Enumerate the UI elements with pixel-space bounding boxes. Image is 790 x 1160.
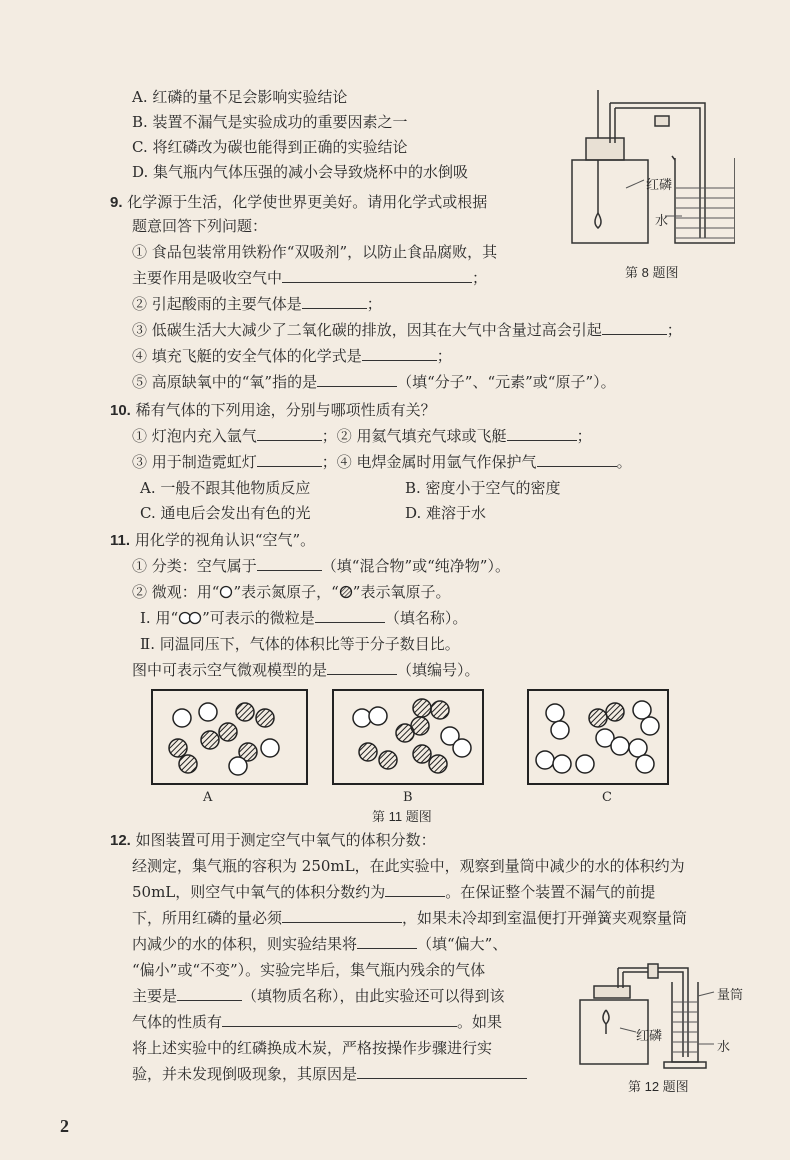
- nitrogen-atom-icon: [219, 585, 233, 599]
- q11-sub3-text: 图中可表示空气微观模型的是: [132, 661, 328, 679]
- q9-item5: [132, 372, 616, 392]
- figure-11-caption: 第 11 题图: [372, 809, 432, 824]
- q12-blank-1[interactable]: [385, 882, 445, 897]
- model-b-label: B: [403, 790, 413, 805]
- q11-part2-text: ② 微观：用“: [132, 583, 220, 601]
- q11-blank-3[interactable]: [327, 660, 397, 675]
- q12-line4-end: ，如果未冷却到室温便打开弹簧夹观察量筒: [402, 909, 688, 927]
- q9-blank-5[interactable]: [317, 372, 397, 387]
- q11-sub1-end: （填名称）。: [384, 609, 468, 627]
- q10-option-c: C. 通电后会发出有色的光: [140, 504, 311, 522]
- q11-number: 11.: [110, 532, 131, 549]
- q10-blank-3[interactable]: [257, 452, 322, 467]
- q12-line5-end: （填“偏大”、: [417, 935, 508, 953]
- q11-stem-text: 用化学的视角认识“空气”。: [134, 531, 316, 549]
- q12-line1-text: 如图装置可用于测定空气中氧气的体积分数：: [135, 831, 436, 849]
- q12-line2: 经测定，集气瓶的容积为 250mL，在此实验中，观察到量筒中减少的水的体积约为: [132, 857, 685, 875]
- q9-item4: [132, 346, 452, 366]
- q10-use-3: ③ 用于制造霓虹灯: [132, 453, 257, 471]
- q10-use-2: ；② 用氦气填充气球或飞艇: [321, 427, 507, 445]
- q10-option-a: A. 一般不跟其他物质反应: [140, 479, 311, 497]
- q10-use-1: ① 灯泡内充入氩气: [132, 427, 257, 445]
- q9-blank-1[interactable]: [282, 268, 472, 283]
- q10-blank-2[interactable]: [507, 426, 577, 441]
- q12-line6: “偏小”或“不变”）。实验完毕后，集气瓶内残余的气体: [132, 961, 486, 979]
- q12-line9: 将上述实验中的红磷换成木炭，严格按操作步骤进行实: [132, 1039, 493, 1057]
- q10-stem: [110, 400, 436, 421]
- q9-item2: [132, 294, 382, 314]
- q12-blank-2[interactable]: [282, 908, 402, 923]
- q9-item1-b-end: ；: [472, 269, 488, 287]
- q10-use-4-end: 。: [616, 453, 632, 471]
- q9-item2-end: ；: [366, 295, 382, 313]
- q12-number: 12.: [110, 832, 131, 849]
- figure-12-caption: 第 12 题图: [628, 1079, 689, 1094]
- figure-12-label-water: 水: [717, 1040, 731, 1055]
- model-a-box: [152, 690, 307, 784]
- q12-line8: [132, 1012, 502, 1032]
- figure-12-label-phosphorus: 红磷: [636, 1029, 663, 1044]
- q9-blank-3[interactable]: [602, 320, 667, 335]
- q9-number: 9.: [110, 194, 123, 211]
- q9-blank-2[interactable]: [302, 294, 367, 309]
- q9-item1-a: ① 食品包装常用铁粉作“双吸剂”，以防止食品腐败，其: [132, 243, 498, 261]
- q10-stem-text: 稀有气体的下列用途，分别与哪项性质有关？: [135, 401, 436, 419]
- oxygen-atom-icon: [339, 585, 353, 599]
- q9-item5-end: （填“分子”、“元素”或“原子”）。: [397, 373, 616, 391]
- model-b-box: [333, 690, 483, 784]
- q12-line4: [132, 908, 687, 928]
- q9-item3-text: ③ 低碳生活大大减少了二氧化碳的排放，因其在大气中含量过高会引起: [132, 321, 602, 339]
- q12-blank-5[interactable]: [222, 1012, 457, 1027]
- q12-line7: [132, 986, 505, 1006]
- q12-line3: [132, 882, 655, 902]
- q10-use-2-end: ；: [576, 427, 592, 445]
- q9-item2-text: ② 引起酸雨的主要气体是: [132, 295, 302, 313]
- q11-part2-end: ”表示氧原子。: [352, 583, 451, 601]
- q8-option-b: B. 装置不漏气是实验成功的重要因素之一: [132, 113, 408, 131]
- figure-8-caption: 第 8 题图: [625, 265, 679, 280]
- q11-sub3: [132, 660, 480, 680]
- q10-blank-1[interactable]: [257, 426, 322, 441]
- q9-stem-text: 化学源于生活，化学使世界更美好。请用化学式或根据: [127, 193, 488, 211]
- q9-item4-text: ④ 填充飞艇的安全气体的化学式是: [132, 347, 362, 365]
- q12-line8-text: 气体的性质有: [132, 1013, 223, 1031]
- q11-part2: [132, 582, 450, 602]
- q9-item1-b: [132, 268, 487, 288]
- figure-11-models: [150, 688, 670, 788]
- q12-blank-6[interactable]: [357, 1064, 527, 1079]
- q11-stem: [110, 530, 315, 551]
- q9-item5-text: ⑤ 高原缺氧中的“氧”指的是: [132, 373, 318, 391]
- q12-line5-text: 内减少的水的体积，则实验结果将: [132, 935, 358, 953]
- page-number: 2: [60, 1116, 69, 1136]
- q10-option-b: B. 密度小于空气的密度: [405, 479, 561, 497]
- q12-line10-text: 验，并未发现倒吸现象，其原因是: [132, 1065, 358, 1083]
- q8-option-d: D. 集气瓶内气体压强的减小会导致烧杯中的水倒吸: [132, 163, 469, 181]
- q11-sub3-end: （填编号）。: [397, 661, 480, 679]
- q11-part2-mid: ”表示氮原子，“: [233, 583, 339, 601]
- q12-line3-text: 50mL，则空气中氧气的体积分数约为: [132, 883, 386, 901]
- nitrogen-molecule-icon: [178, 611, 202, 625]
- q12-line8-end: 。如果: [457, 1013, 503, 1031]
- figure-12-apparatus: [568, 952, 738, 1072]
- figure-12-label-cylinder: 量筒: [717, 988, 744, 1003]
- q10-uses-row1: [132, 426, 592, 446]
- q10-blank-4[interactable]: [537, 452, 617, 467]
- q9-item3-end: ；: [666, 321, 682, 339]
- q9-item3: [132, 320, 682, 340]
- q9-stem-line2: 题意回答下列问题：: [132, 217, 268, 235]
- q12-line1: [110, 830, 436, 851]
- figure-8-apparatus: [560, 88, 735, 248]
- q11-sub1-mid: ”可表示的微粒是: [202, 609, 315, 627]
- q11-sub1-text: Ⅰ. 用“: [140, 609, 179, 627]
- q12-blank-4[interactable]: [177, 986, 242, 1001]
- q9-item4-end: ；: [436, 347, 452, 365]
- q11-blank-1[interactable]: [257, 556, 322, 571]
- q9-blank-4[interactable]: [362, 346, 437, 361]
- q12-line5: [132, 934, 507, 954]
- q11-part1-end: （填“混合物”或“纯净物”）。: [321, 557, 510, 575]
- q8-option-a: A. 红磷的量不足会影响实验结论: [132, 88, 348, 106]
- q12-line4-text: 下，所用红磷的量必须: [132, 909, 283, 927]
- q12-line7-end: （填物质名称），由此实验还可以得到该: [242, 987, 505, 1005]
- q10-uses-row2: [132, 452, 632, 472]
- q11-part1-text: ① 分类：空气属于: [132, 557, 257, 575]
- q8-option-c: C. 将红磷改为碳也能得到正确的实验结论: [132, 138, 408, 156]
- q12-blank-3[interactable]: [357, 934, 417, 949]
- q11-sub2: Ⅱ. 同温同压下，气体的体积比等于分子数目比。: [140, 635, 460, 653]
- q9-stem-line1: [110, 192, 487, 213]
- model-c-label: C: [602, 790, 612, 805]
- q10-option-d: D. 难溶于水: [405, 504, 487, 522]
- figure-8-label-phosphorus: 红磷: [646, 178, 673, 193]
- q11-part1: [132, 556, 510, 576]
- q11-sub1: [140, 608, 467, 628]
- q12-line10: [132, 1064, 527, 1084]
- q12-line7-text: 主要是: [132, 987, 178, 1005]
- q9-item1-b-text: 主要作用是吸收空气中: [132, 269, 283, 287]
- figure-8-label-water: 水: [655, 214, 669, 229]
- model-a-label: A: [203, 790, 213, 805]
- model-c-box: [528, 690, 668, 784]
- q12-line3-end: 。在保证整个装置不漏气的前提: [445, 883, 656, 901]
- q10-use-4: ；④ 电焊金属时用氩气作保护气: [321, 453, 537, 471]
- q10-number: 10.: [110, 402, 131, 419]
- q11-blank-2[interactable]: [315, 608, 385, 623]
